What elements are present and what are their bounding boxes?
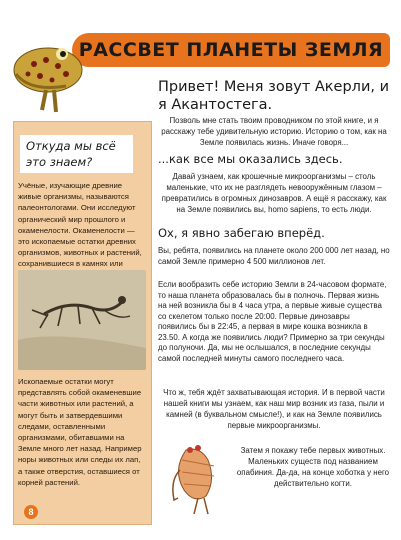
closing-paragraph: Затем я покажу тебе первых животных. Маленьких существ под названием опабиния. Да-да, на конце хоботка у него действительно когти. — [236, 446, 390, 488]
paragraph-microorganisms: Давай узнаем, как крошечные микроорганизмы – столь маленькие, что их не разглядеть невооружённым глазом – превратились в огромных динозавров. А ещё я расскажу, как на Земле появились вы, homo sapiens, то есть люди. — [161, 172, 387, 214]
opabinia-illustration — [168, 440, 228, 520]
sidebar-paragraph-1: Учёные, изучающие древние живые организмы, называются палеонтологами. Они исследуют органический мир прошлого и окаменелости. Окаменелости — это ископаемые остатки древних организмов, животных и растений, сохранившиеся в камнях или — [18, 181, 142, 269]
intro-paragraph: Позволь мне стать твоим проводником по этой книге, и я расскажу тебе удивительную историю. Историю о том, как на Земле появилась жизнь. Иначе говоря... — [161, 116, 387, 147]
greeting-heading: Привет! Меня зовут Акерли, и я Акантостега. — [158, 79, 390, 113]
section-heading-how: ...как все мы оказались здесь. — [158, 152, 343, 166]
paragraph-age: Вы, ребята, появились на планете около 200 000 лет назад, но самой Земле примерно 4 500 миллионов лет. — [158, 246, 390, 266]
acanthostega-illustration — [6, 30, 116, 120]
paragraph-story: Что ж, тебя ждёт захватывающая история. И в первой части нашей книги мы узнаем, как наш мир возник из газа, пыли и камней (в буквальном смысле!), и как на Земле появились первые микроорганизмы. — [163, 388, 385, 430]
section-heading-ahead: Ох, я явно забегаю вперёд. — [158, 226, 325, 240]
fossil-image — [18, 270, 146, 370]
paragraph-24-hours: Если вообразить себе историю Земли в 24-часовом формате, то наша планета образовалась бы в полночь. Первая жизнь на ней возникла бы в 4 часа утра, а первые живые существа со скелетом только после 20:00. Первые динозавры появились бы в 22:45, а первая в мире кошка возникла в 23.50. А когда же появились люди? Примерно за три секунды до полуночи. Да, мы не ослышался, в последние секунды самой последней минуты самого последнего часа. — [158, 280, 387, 363]
sidebar-paragraph-2: Ископаемые остатки могут представлять собой окаменевшие части животных или растений, а могут быть и затвердевшими следами, оставленными организмами, обитавшими на Земле много лет назад. Например норы животных или следы их лап, а также отверстия, оставшиеся от корней растений. — [18, 377, 142, 487]
title-banner — [72, 33, 390, 67]
sidebar-heading: Откуда мы всё это знаем? — [20, 135, 133, 173]
page-number: 8 — [24, 505, 38, 519]
page-title: РАССВЕТ ПЛАНЕТЫ ЗЕМЛЯ — [78, 39, 384, 61]
